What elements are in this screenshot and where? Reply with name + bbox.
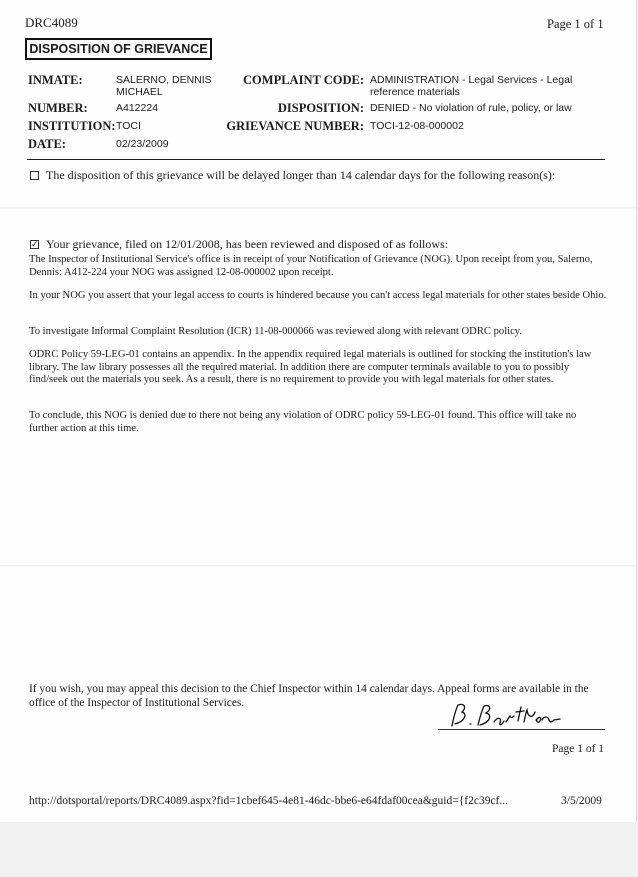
body-paragraph: The Inspector of Institutional Service's office is in receipt of your Notification of Grievance (NOG). Upon receipt from you, Salerno, Dennis: A412-224 your NOG was assigned 12-08-000002 upon receipt.	[29, 254, 593, 278]
date-value: 02/23/2009	[116, 138, 169, 150]
number-value: A412224	[116, 102, 159, 114]
grievance-number-label: GRIEVANCE NUMBER:	[226, 119, 364, 133]
review-option-label: Your grievance, filed on 12/01/2008, has been reviewed and disposed of as follows:	[46, 237, 449, 251]
delay-option-label: The disposition of this grievance will be delayed longer than 14 calendar days for the following reason(s):	[46, 168, 556, 182]
document-title: DISPOSITION OF GRIEVANCE	[25, 38, 212, 60]
institution-label: INSTITUTION:	[28, 119, 116, 133]
page-number-bottom: Page 1 of 1	[552, 743, 605, 755]
header-divider	[27, 159, 605, 160]
inmate-value: SALERNO, DENNIS MICHAEL	[116, 74, 212, 98]
body-paragraph: To conclude, this NOG is denied due to there not being any violation of ODRC policy 59-LEG-01 found. This office will take no further action at this time.	[29, 410, 577, 434]
grievance-number-value: TOCI-12-08-000002	[370, 120, 464, 132]
delay-checkbox[interactable]	[30, 171, 39, 180]
review-checkbox[interactable]: ✓	[31, 239, 39, 249]
inmate-label: INMATE:	[28, 73, 83, 87]
disposition-label: DISPOSITION:	[277, 101, 364, 115]
form-id: DRC4089	[25, 15, 78, 30]
review-option	[30, 237, 448, 252]
disposition-value: DENIED - No violation of rule, policy, or law	[370, 102, 572, 114]
complaint-code-value: ADMINISTRATION - Legal Services - Legal reference materials	[370, 74, 573, 98]
page-number-top: Page 1 of 1	[547, 17, 604, 31]
signature-image	[446, 700, 566, 732]
body-paragraph: To investigate Informal Complaint Resolution (ICR) 11-08-000066 was reviewed along with relevant ODRC policy.	[29, 326, 523, 337]
delay-option	[30, 168, 555, 183]
paper-fold	[0, 207, 636, 209]
body-paragraph: ODRC Policy 59-LEG-01 contains an appendix. In the appendix required legal materials is outlined for stocking the institution's law library. The law library possesses all the required material. In addition there are computer terminals available to you to possibly find/seek out the materials you seek. As a result, there is no requirement to provide you with legal materials for other states.	[29, 349, 592, 386]
date-label: DATE:	[28, 137, 66, 151]
institution-value: TOCI	[116, 120, 141, 132]
complaint-code-label: COMPLAINT CODE:	[243, 73, 364, 87]
body-paragraph: In your NOG you assert that your legal access to courts is hindered because you can't access legal materials for other states beside Ohio.	[29, 290, 607, 301]
paper-fold	[0, 565, 636, 567]
appeal-notice: If you wish, you may appeal this decision to the Chief Inspector within 14 calendar days. Appeal forms are available in the office of the Inspector of Institutional Services.	[29, 683, 589, 709]
footer-url: http://dotsportal/reports/DRC4089.aspx?fid=1cbef645-4e81-46dc-bbe6-e64fdaf00cea&guid={f2c39cf...	[29, 795, 508, 807]
number-label: NUMBER:	[28, 101, 88, 115]
footer-date: 3/5/2009	[561, 795, 602, 807]
signature-line	[438, 729, 605, 730]
